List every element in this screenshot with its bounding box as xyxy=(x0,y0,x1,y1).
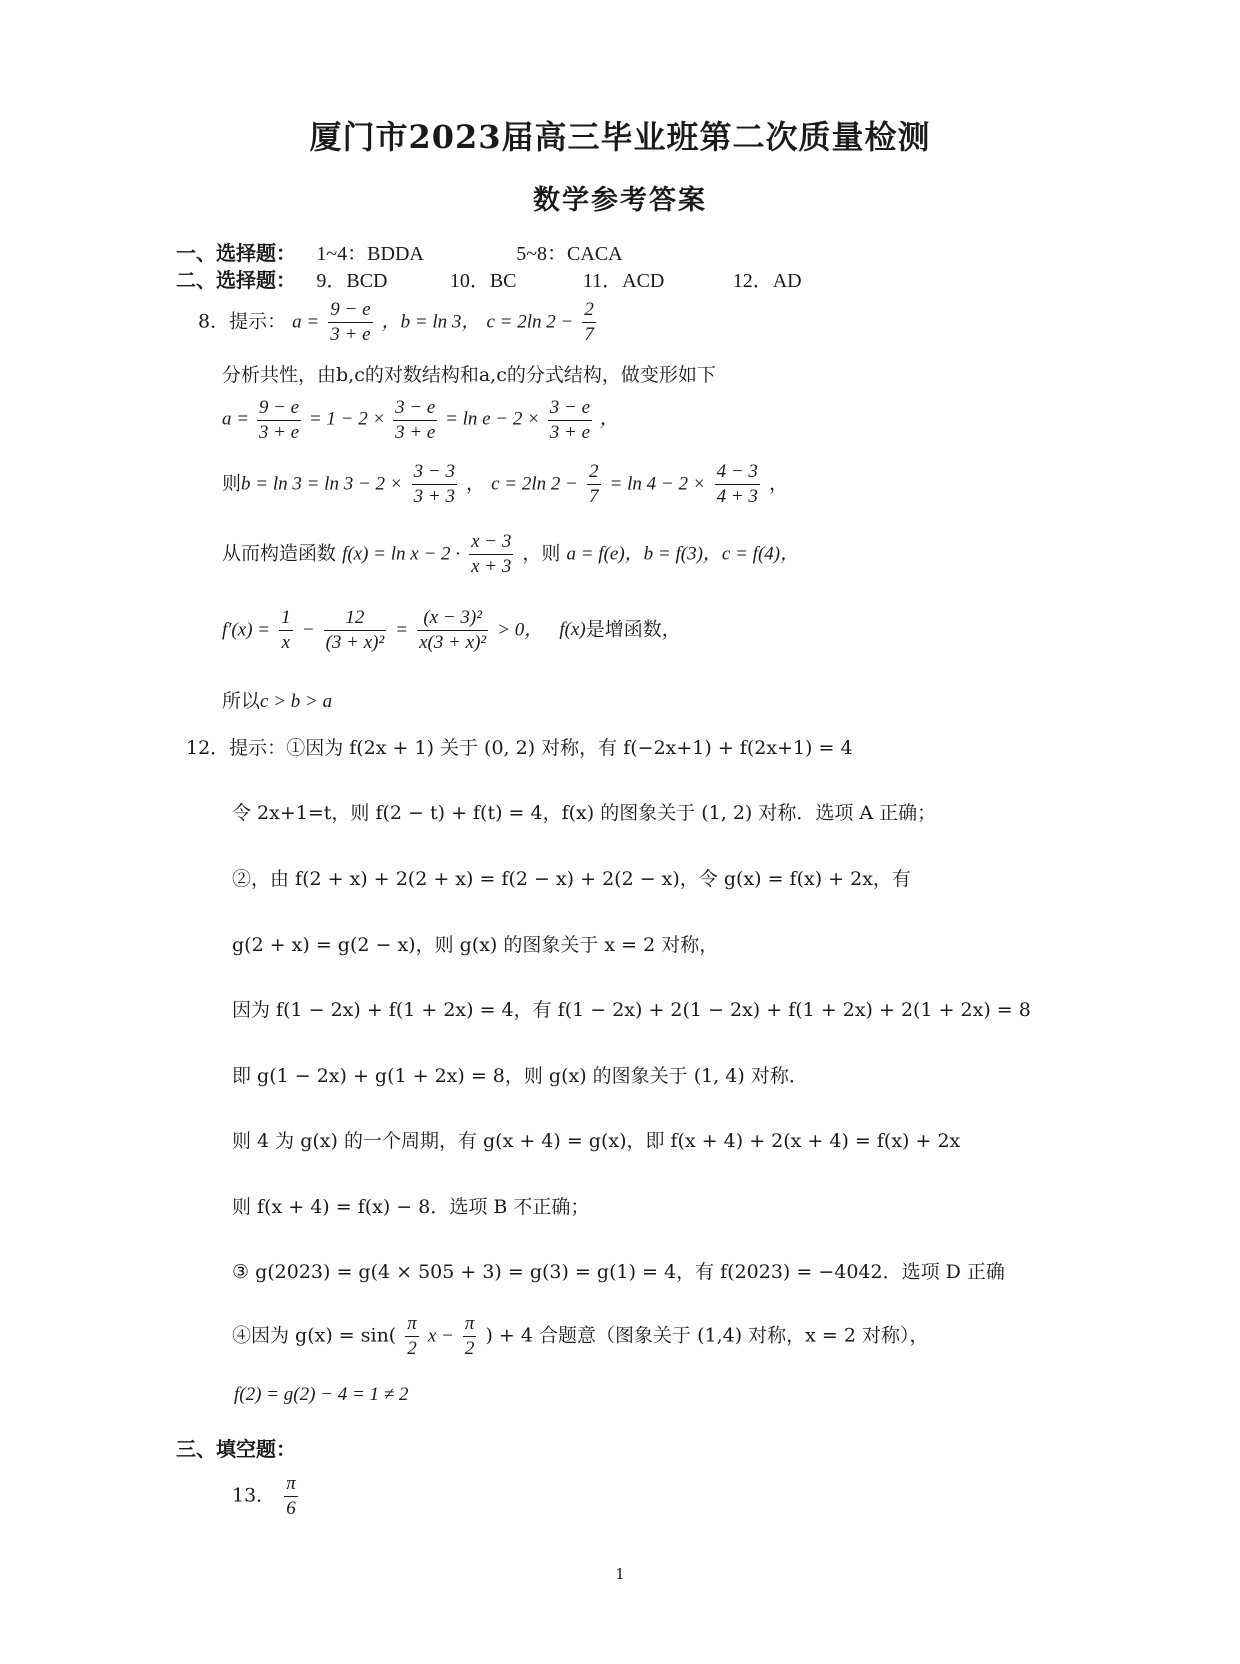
fraction-denominator: 3 + e xyxy=(258,421,300,443)
section-1 xyxy=(176,237,623,266)
text: 从而构造函数 xyxy=(222,542,337,565)
fraction xyxy=(324,606,387,655)
q8-analysis: 分析共性，由b,c的对数结构和a,c的分式结构，做变形如下 xyxy=(222,364,716,386)
fraction-numerator: π xyxy=(463,1312,477,1337)
q12-label: 12．提示： xyxy=(186,737,287,759)
section-1-label: 一、选择题： xyxy=(176,241,296,265)
text: ， xyxy=(466,472,486,495)
fraction xyxy=(469,530,513,579)
fraction-denominator: 2 xyxy=(464,1337,475,1359)
fraction-denominator: x + 3 xyxy=(471,555,512,577)
section-3-label: 三、填空题： xyxy=(176,1437,296,1461)
q8-a-lhs: a = xyxy=(292,311,320,333)
fraction-numerator: 2 xyxy=(582,298,596,323)
q12-line-3: ②，由 f(2 + x) + 2(2 + x) = f(2 − x) + 2(2 − x)，令 g(x) = f(x) + 2x，有 xyxy=(232,868,911,890)
q8-c-lhs: c = 2ln 2 − xyxy=(486,311,574,333)
q12-line-5: 因为 f(1 − 2x) + f(1 + 2x) = 4，有 f(1 − 2x) + 2(1 − 2x) + f(1 + 2x) + 2(1 + 2x) = 8 xyxy=(232,999,1031,1021)
math-text: a = xyxy=(222,408,250,430)
fraction-denominator: 7 xyxy=(589,485,599,507)
q8-c-fraction xyxy=(582,298,596,347)
fraction-denominator: 2 xyxy=(407,1337,417,1359)
text: 则 xyxy=(222,472,242,495)
math-text: ①因为 f(2x + 1) 关于 (0, 2) 对称，有 f(−2x+1) + f(2x+1) = 4 xyxy=(286,737,853,759)
fraction xyxy=(393,396,437,445)
math-text: = xyxy=(395,619,409,641)
page-title: 厦门市2023届高三毕业班第二次质量检测 xyxy=(309,118,931,156)
q8-bc-transform xyxy=(222,460,788,509)
fraction xyxy=(463,1312,477,1361)
q12-line-11: f(2) = g(2) − 4 = 1 ≠ 2 xyxy=(234,1384,409,1405)
fraction-numerator: 4 − 3 xyxy=(715,460,760,485)
q12-line-4: g(2 + x) = g(2 − x)，则 g(x) 的图象关于 x = 2 对称， xyxy=(232,934,719,956)
text: ， xyxy=(768,472,788,495)
answers-1-4: 1~4：BDDA xyxy=(316,243,424,265)
text: 所以 xyxy=(222,690,261,712)
q12-line-7: 则 4 为 g(x) 的一个周期，有 g(x + 4) = g(x)，即 f(x + 4) + 2(x + 4) = f(x) + 2x xyxy=(232,1130,961,1152)
math-text: f(x) = ln x − 2 · xyxy=(342,543,461,565)
fraction-numerator: 12 xyxy=(324,606,387,631)
answer-11: 11．ACD xyxy=(582,270,665,292)
fraction xyxy=(587,460,601,509)
q12-line-2: 令 2x+1=t，则 f(2 − t) + f(t) = 4，f(x) 的图象关于 (1, 2) 对称．选项 A 正确； xyxy=(232,802,937,824)
q8-a-fraction xyxy=(328,298,372,347)
page-subtitle: 数学参考答案 xyxy=(533,185,707,216)
q8-hint-line xyxy=(198,298,599,347)
fraction-numerator: 3 − e xyxy=(548,396,592,421)
q12-line-8: 则 f(x + 4) = f(x) − 8．选项 B 不正确； xyxy=(232,1196,590,1218)
fraction xyxy=(548,396,592,445)
fraction-denominator: x(3 + x)² xyxy=(419,631,487,653)
q12-line-6: 即 g(1 − 2x) + g(1 + 2x) = 8，则 g(x) 的图象关于 (1, 4) 对称． xyxy=(232,1065,808,1087)
math-text: b = ln 3 = ln 3 − 2 × xyxy=(241,473,403,495)
fraction-numerator: 9 − e xyxy=(257,396,301,421)
fraction-numerator: 1 xyxy=(279,606,293,631)
q8-label: 8．提示： xyxy=(198,310,287,333)
math-text: = ln 4 − 2 × xyxy=(609,473,706,495)
math-text: ， xyxy=(599,408,619,430)
math-text: ) + 4 合题意（图象关于 (1,4) 对称，x = 2 对称）， xyxy=(485,1324,929,1347)
fraction-numerator: x − 3 xyxy=(469,530,513,555)
answer-12: 12．AD xyxy=(732,270,802,292)
math-text: f(x) xyxy=(559,619,586,641)
q13-label: 13． xyxy=(232,1484,276,1507)
math-text: = ln e − 2 × xyxy=(445,408,541,430)
fraction-numerator: (x − 3)² xyxy=(417,606,488,631)
answer-10: 10．BC xyxy=(449,270,517,292)
section-3 xyxy=(176,1433,296,1462)
text: ，则 xyxy=(522,542,561,565)
q13-answer xyxy=(232,1472,301,1521)
q8-b-def: ，b = ln 3， xyxy=(381,311,481,333)
page-number: 1 xyxy=(615,1565,625,1583)
math-text: ④因为 g(x) = sin( xyxy=(232,1324,397,1347)
fraction-denominator: (3 + x)² xyxy=(325,631,385,653)
fraction xyxy=(412,460,457,509)
fraction-numerator: 9 − e xyxy=(328,298,372,323)
section-2 xyxy=(176,264,802,293)
text: 是增函数， xyxy=(585,618,681,641)
q12-line-9: ③ g(2023) = g(4 × 505 + 3) = g(3) = g(1) = 4，有 f(2023) = −4042．选项 D 正确 xyxy=(232,1261,1005,1283)
fraction xyxy=(284,1472,298,1521)
section-2-label: 二、选择题： xyxy=(176,268,296,292)
fraction-denominator: 6 xyxy=(286,1497,296,1519)
answer-9: 9．BCD xyxy=(316,270,388,292)
math-text: = 1 − 2 × xyxy=(308,408,386,430)
answers-5-8: 5~8：CACA xyxy=(516,243,623,265)
q12-line-10 xyxy=(232,1312,929,1361)
fraction-numerator: π xyxy=(405,1312,419,1337)
fraction-denominator: 4 + 3 xyxy=(716,485,758,507)
fraction-denominator: 3 + e xyxy=(330,323,371,345)
fraction-denominator: x xyxy=(281,631,291,653)
fraction-numerator: π xyxy=(284,1472,298,1497)
fraction xyxy=(715,460,760,509)
fraction xyxy=(257,396,301,445)
q8-conclusion xyxy=(222,686,332,713)
math-text: > 0， xyxy=(497,619,544,641)
math-text: f′(x) = xyxy=(222,619,271,641)
fraction xyxy=(405,1312,419,1361)
math-text: − xyxy=(301,619,315,641)
q8-derivative xyxy=(222,606,681,655)
fraction-numerator: 2 xyxy=(587,460,601,485)
fraction-denominator: 7 xyxy=(584,323,594,345)
q12-line-1 xyxy=(186,733,853,760)
fraction-denominator: 3 + e xyxy=(395,421,436,443)
math-text: c > b > a xyxy=(260,691,333,712)
fraction xyxy=(279,606,293,655)
fraction xyxy=(417,606,488,655)
fraction-denominator: 3 + 3 xyxy=(413,485,455,507)
fraction-numerator: 3 − 3 xyxy=(412,460,457,485)
math-text: a = f(e)，b = f(3)，c = f(4)， xyxy=(566,543,800,565)
q8-construct-function xyxy=(222,530,799,579)
fraction-denominator: 3 + e xyxy=(549,421,591,443)
fraction-numerator: 3 − e xyxy=(393,396,437,421)
math-text: c = 2ln 2 − xyxy=(491,473,578,495)
q8-a-transform xyxy=(222,396,619,445)
math-text: x − xyxy=(427,1325,454,1347)
